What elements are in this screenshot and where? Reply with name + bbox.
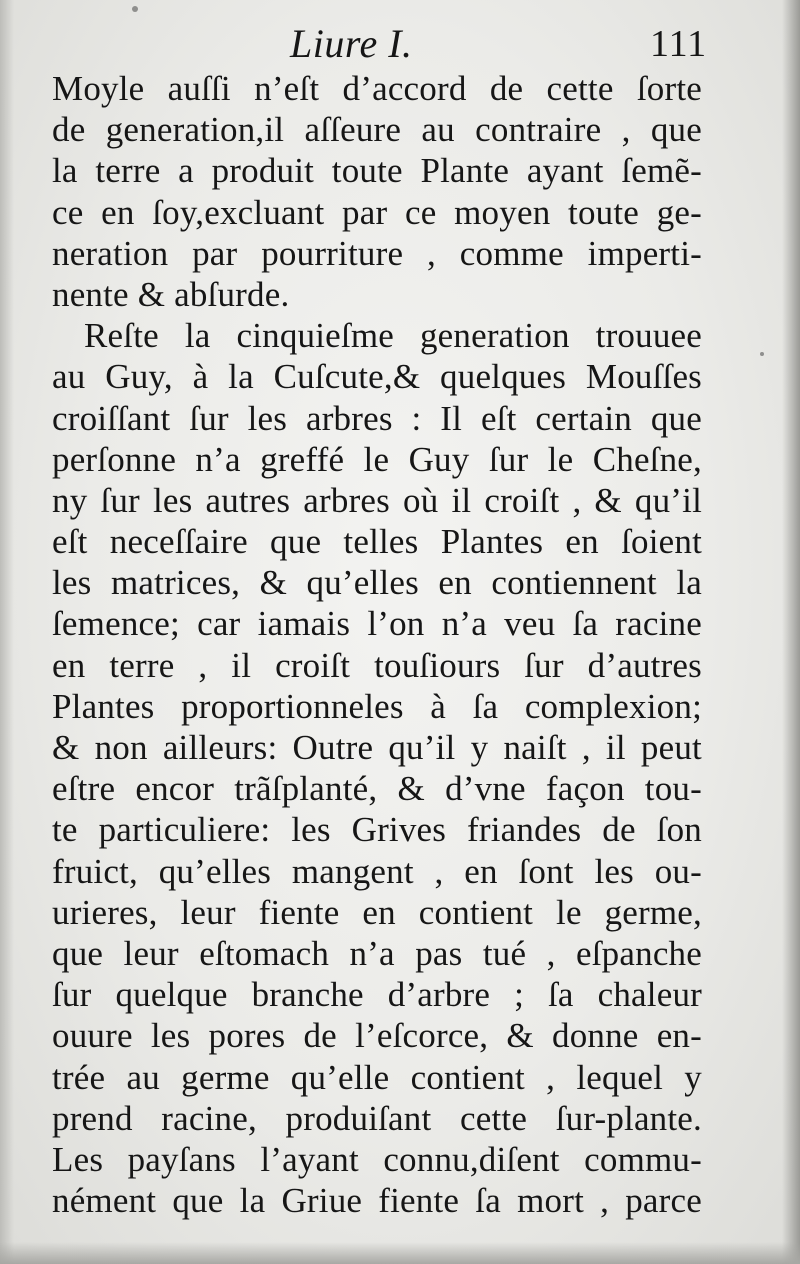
running-title: Liure I. bbox=[290, 21, 413, 66]
page-number: 111 bbox=[650, 23, 708, 65]
page-edge-shadow-bottom bbox=[0, 1242, 800, 1264]
page-edge-shadow-left bbox=[0, 0, 14, 1264]
text-line: te particuliere: les Grives friandes de ſon bbox=[52, 810, 702, 850]
text-line: la terre a produit toute Plante ayant ſemẽ- bbox=[52, 151, 702, 191]
text-line: urieres, leur fiente en contient le germe, bbox=[52, 892, 702, 932]
page-edge-shadow-right bbox=[782, 0, 800, 1264]
text-line: ce en ſoy,excluant par ce moyen toute ge- bbox=[52, 192, 702, 232]
text-line: perſonne n’a greffé le Guy ſur le Cheſne, bbox=[52, 439, 702, 479]
running-head bbox=[0, 20, 800, 68]
text-line: Moyle auſſi n’eſt d’accord de cette ſorte bbox=[52, 69, 702, 108]
ink-speck bbox=[760, 352, 764, 356]
text-line: eſtre encor trãſplanté, & d’vne façon tou- bbox=[52, 769, 702, 809]
text-line: les matrices, & qu’elles en contiennent la bbox=[52, 563, 702, 603]
text-line: ſemence; car iamais l’on n’a veu ſa racine bbox=[52, 604, 702, 644]
text-line: au Guy, à la Cuſcute,& quelques Mouſſes bbox=[52, 357, 702, 397]
text-line: neration par pourriture , comme imperti- bbox=[52, 233, 702, 273]
text-line: de generation,il aſſeure au contraire , que bbox=[52, 110, 702, 150]
text-line: & non ailleurs: Outre qu’il y naiſt , il peut bbox=[52, 728, 702, 767]
body-text bbox=[52, 68, 702, 1221]
text-line: nente & abſurde. bbox=[52, 274, 290, 314]
text-line: prend racine, produiſant cette ſur-plante. bbox=[52, 1098, 702, 1138]
text-line: ouure les pores de l’eſcorce, & donne en- bbox=[52, 1016, 702, 1056]
text-line: Les payſans l’ayant connu,diſent commu- bbox=[52, 1139, 702, 1179]
text-line: ny ſur les autres arbres où il croiſt , & qu’il bbox=[52, 480, 702, 520]
text-line: fruict, qu’elles mangent , en ſont les ou- bbox=[52, 851, 702, 891]
ink-speck bbox=[132, 6, 138, 12]
text-line: Plantes proportionneles à ſa complexion; bbox=[52, 686, 702, 726]
text-line: en terre , il croiſt touſiours ſur d’autres bbox=[52, 645, 702, 685]
paragraph-start-line: Reſte la cinquieſme generation trouuee bbox=[84, 316, 702, 356]
text-line: nément que la Griue fiente ſa mort , parce bbox=[52, 1181, 702, 1221]
text-line: croiſſant ſur les arbres : Il eſt certain que bbox=[52, 398, 702, 438]
text-line: trée au germe qu’elle contient , lequel y bbox=[52, 1057, 702, 1097]
text-line: ſur quelque branche d’arbre ; ſa chaleur bbox=[52, 975, 702, 1015]
text-line: eſt neceſſaire que telles Plantes en ſoient bbox=[52, 522, 702, 562]
text-line: que leur eſtomach n’a pas tué , eſpanche bbox=[52, 933, 702, 973]
